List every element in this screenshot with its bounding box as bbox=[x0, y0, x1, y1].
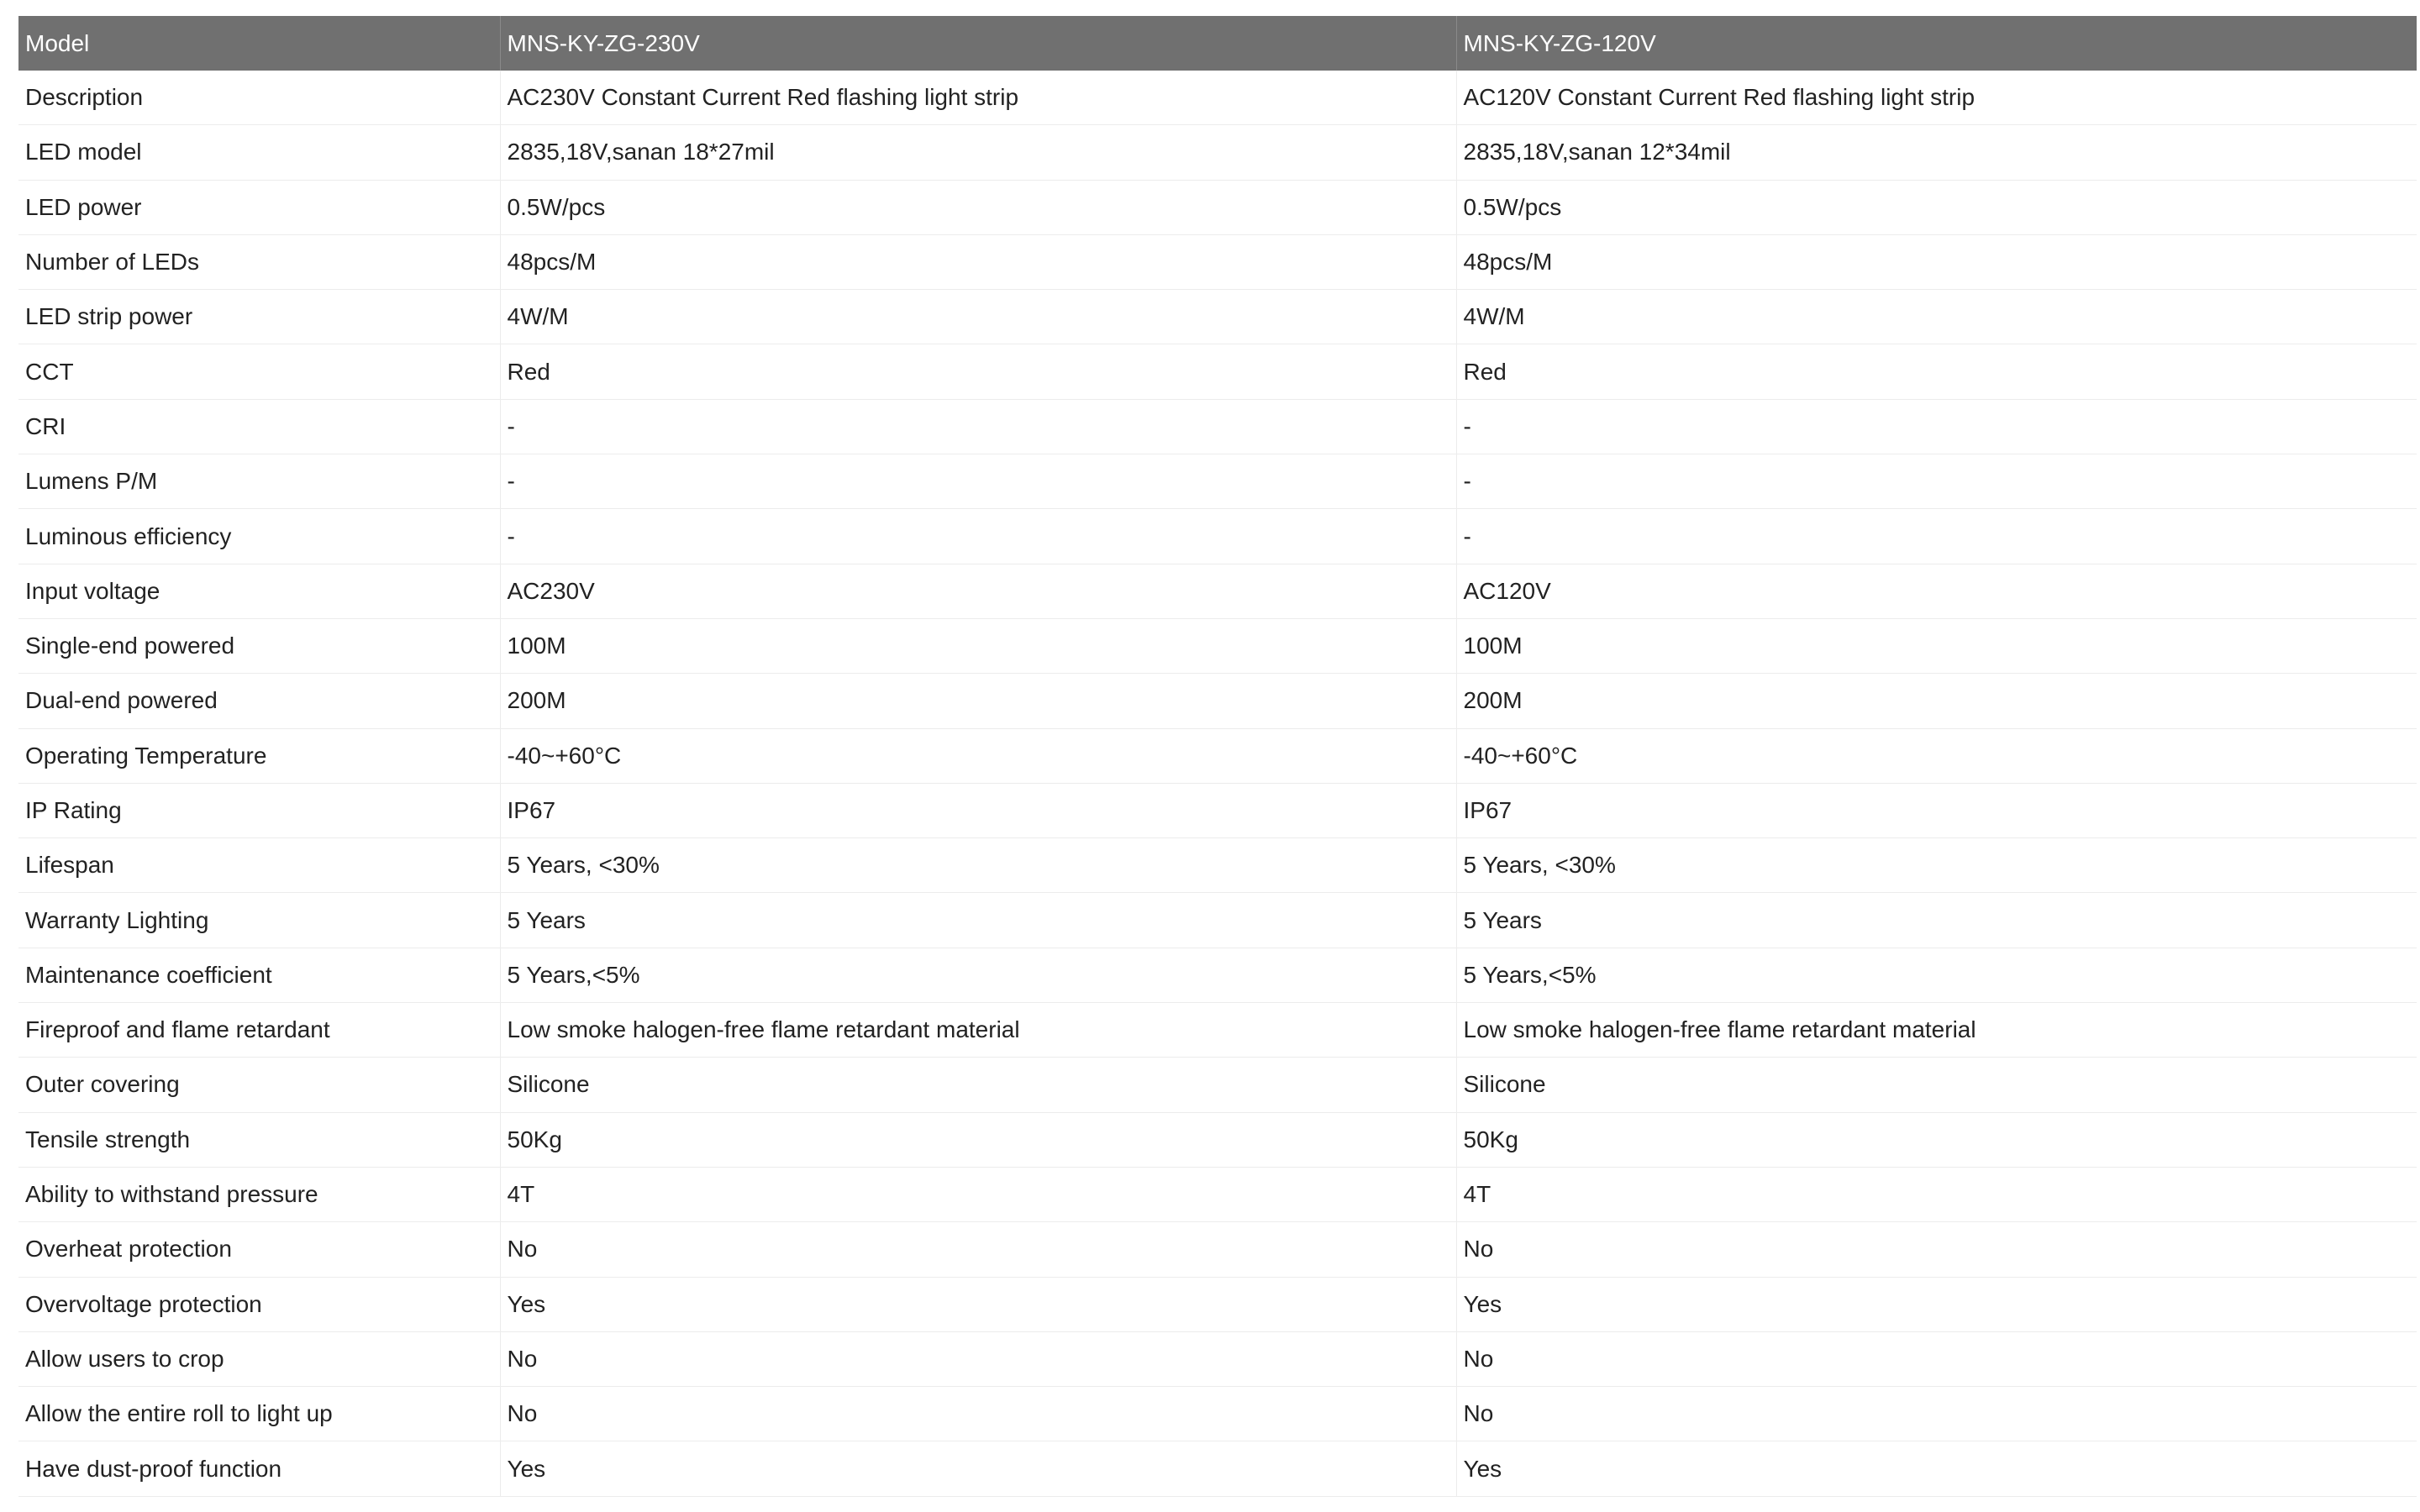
table-row bbox=[18, 674, 2417, 728]
cell-230v: Yes bbox=[500, 1277, 1456, 1331]
table-row bbox=[18, 1441, 2417, 1496]
row-label: Luminous efficiency bbox=[18, 509, 500, 564]
table-row bbox=[18, 1112, 2417, 1167]
row-label: LED model bbox=[18, 125, 500, 180]
row-label: Allow users to crop bbox=[18, 1331, 500, 1386]
cell-120v: 50Kg bbox=[1456, 1112, 2417, 1167]
cell-230v: Silicone bbox=[500, 1058, 1456, 1112]
cell-230v: AC230V bbox=[500, 564, 1456, 618]
cell-120v: 200M bbox=[1456, 674, 2417, 728]
row-label: Overheat protection bbox=[18, 1222, 500, 1277]
row-label: Ability to withstand pressure bbox=[18, 1167, 500, 1221]
row-label: Single-end powered bbox=[18, 618, 500, 673]
cell-230v: IP67 bbox=[500, 783, 1456, 837]
cell-230v: No bbox=[500, 1331, 1456, 1386]
table-row bbox=[18, 344, 2417, 399]
row-label: Lifespan bbox=[18, 838, 500, 893]
spec-table-header bbox=[18, 16, 2417, 71]
row-label: Tensile strength bbox=[18, 1112, 500, 1167]
cell-230v: 50Kg bbox=[500, 1112, 1456, 1167]
cell-230v: 5 Years, <30% bbox=[500, 838, 1456, 893]
cell-120v: No bbox=[1456, 1331, 2417, 1386]
cell-230v: 48pcs/M bbox=[500, 234, 1456, 289]
table-row bbox=[18, 290, 2417, 344]
row-label: Operating Temperature bbox=[18, 728, 500, 783]
cell-120v: 4T bbox=[1456, 1167, 2417, 1221]
cell-230v: No bbox=[500, 1387, 1456, 1441]
cell-120v: 5 Years, <30% bbox=[1456, 838, 2417, 893]
table-row bbox=[18, 1003, 2417, 1058]
row-label: Lumens P/M bbox=[18, 454, 500, 509]
table-row bbox=[18, 948, 2417, 1002]
cell-230v: Low smoke halogen-free flame retardant material bbox=[500, 1003, 1456, 1058]
cell-230v: 4W/M bbox=[500, 290, 1456, 344]
table-row bbox=[18, 783, 2417, 837]
row-label: LED strip power bbox=[18, 290, 500, 344]
cell-120v: 4W/M bbox=[1456, 290, 2417, 344]
table-row bbox=[18, 618, 2417, 673]
cell-120v: AC120V bbox=[1456, 564, 2417, 618]
table-row bbox=[18, 893, 2417, 948]
row-label: IP Rating bbox=[18, 783, 500, 837]
table-row bbox=[18, 838, 2417, 893]
table-row bbox=[18, 1387, 2417, 1441]
row-label: Allow the entire roll to light up bbox=[18, 1387, 500, 1441]
cell-120v: Silicone bbox=[1456, 1058, 2417, 1112]
cell-230v: 200M bbox=[500, 674, 1456, 728]
cell-230v: - bbox=[500, 399, 1456, 454]
table-row bbox=[18, 564, 2417, 618]
row-label: Number of LEDs bbox=[18, 234, 500, 289]
cell-230v: 0.5W/pcs bbox=[500, 180, 1456, 234]
row-label: CRI bbox=[18, 399, 500, 454]
cell-230v: - bbox=[500, 454, 1456, 509]
cell-230v: 4T bbox=[500, 1167, 1456, 1221]
cell-230v: 5 Years,<5% bbox=[500, 948, 1456, 1002]
cell-120v: -40~+60°C bbox=[1456, 728, 2417, 783]
cell-230v: 100M bbox=[500, 618, 1456, 673]
row-label: CCT bbox=[18, 344, 500, 399]
cell-120v: Yes bbox=[1456, 1441, 2417, 1496]
table-row bbox=[18, 399, 2417, 454]
table-row bbox=[18, 1222, 2417, 1277]
cell-120v: No bbox=[1456, 1387, 2417, 1441]
row-label: Maintenance coefficient bbox=[18, 948, 500, 1002]
cell-120v: 0.5W/pcs bbox=[1456, 180, 2417, 234]
header-model: Model bbox=[18, 16, 500, 71]
header-model-120v: MNS-KY-ZG-120V bbox=[1456, 16, 2417, 71]
cell-120v: 100M bbox=[1456, 618, 2417, 673]
row-label: Fireproof and flame retardant bbox=[18, 1003, 500, 1058]
cell-230v: Yes bbox=[500, 1441, 1456, 1496]
table-row bbox=[18, 509, 2417, 564]
cell-120v: IP67 bbox=[1456, 783, 2417, 837]
table-row bbox=[18, 234, 2417, 289]
cell-120v: Yes bbox=[1456, 1277, 2417, 1331]
row-label: Input voltage bbox=[18, 564, 500, 618]
header-model-230v: MNS-KY-ZG-230V bbox=[500, 16, 1456, 71]
cell-120v: 5 Years,<5% bbox=[1456, 948, 2417, 1002]
table-row bbox=[18, 125, 2417, 180]
table-row bbox=[18, 180, 2417, 234]
row-label: Warranty Lighting bbox=[18, 893, 500, 948]
cell-230v: AC230V Constant Current Red flashing light strip bbox=[500, 71, 1456, 125]
cell-120v: AC120V Constant Current Red flashing light strip bbox=[1456, 71, 2417, 125]
row-label: Overvoltage protection bbox=[18, 1277, 500, 1331]
cell-120v: - bbox=[1456, 509, 2417, 564]
cell-230v: 5 Years bbox=[500, 893, 1456, 948]
table-row bbox=[18, 728, 2417, 783]
cell-230v: 2835,18V,sanan 18*27mil bbox=[500, 125, 1456, 180]
table-row bbox=[18, 71, 2417, 125]
row-label: Outer covering bbox=[18, 1058, 500, 1112]
row-label: Description bbox=[18, 71, 500, 125]
table-row bbox=[18, 1058, 2417, 1112]
cell-120v: No bbox=[1456, 1222, 2417, 1277]
cell-120v: 5 Years bbox=[1456, 893, 2417, 948]
cell-120v: - bbox=[1456, 399, 2417, 454]
header-row bbox=[18, 16, 2417, 71]
row-label: LED power bbox=[18, 180, 500, 234]
cell-120v: 48pcs/M bbox=[1456, 234, 2417, 289]
spec-table bbox=[18, 16, 2417, 1497]
cell-120v: 2835,18V,sanan 12*34mil bbox=[1456, 125, 2417, 180]
cell-230v: Red bbox=[500, 344, 1456, 399]
cell-230v: -40~+60°C bbox=[500, 728, 1456, 783]
cell-230v: - bbox=[500, 509, 1456, 564]
table-row bbox=[18, 1277, 2417, 1331]
row-label: Have dust-proof function bbox=[18, 1441, 500, 1496]
cell-120v: Low smoke halogen-free flame retardant material bbox=[1456, 1003, 2417, 1058]
table-row bbox=[18, 1167, 2417, 1221]
spec-table-container bbox=[18, 16, 2417, 1497]
table-row bbox=[18, 454, 2417, 509]
cell-230v: No bbox=[500, 1222, 1456, 1277]
spec-table-body bbox=[18, 71, 2417, 1496]
row-label: Dual-end powered bbox=[18, 674, 500, 728]
table-row bbox=[18, 1331, 2417, 1386]
cell-120v: - bbox=[1456, 454, 2417, 509]
cell-120v: Red bbox=[1456, 344, 2417, 399]
